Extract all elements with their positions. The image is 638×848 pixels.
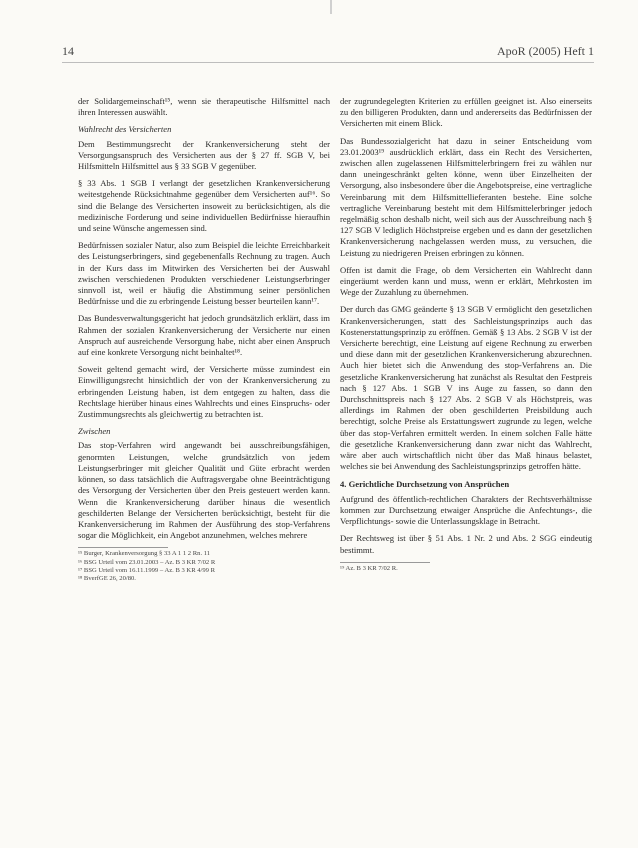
section-heading: Zwischen (78, 426, 111, 437)
paragraph: Der Rechtsweg ist über § 51 Abs. 1 Nr. 2 und Abs. 2 SGG eindeutig bestimmt. (340, 533, 592, 555)
footnote: ¹⁶ BSG Urteil vom 23.01.2003 – Az. B 3 KR 7/02 R (78, 558, 216, 566)
paragraph: Soweit geltend gemacht wird, der Versicherte müsse zumindest ein Einwilligungsrecht hinsichtlich der von der Krankenversicherung zu erbringenden Leistung haben, ist dem entgegen zu halten, dass die Rechtslage hierüber hinaus eines Wahlrechts und eines Einspruchs- oder Zustimmungsrechts als gleichwertig zu betrachten ist. (78, 364, 330, 420)
paragraph: Offen ist damit die Frage, ob dem Versicherten ein Wahlrecht dann eingeräumt werden kann und muss, wenn er erklärt, Mehrkosten im Wege der Zuzahlung zu übernehmen. (340, 264, 592, 298)
footnote: ¹⁹ Az. B 3 KR 7/02 R. (340, 564, 398, 572)
paragraph: § 33 Abs. 1 SGB I verlangt der gesetzlichen Krankenversicherung weitestgehende Rücksichtnahme gegenüber dem Versicherten auf¹⁶. So sind die Belange des Versicherten insoweit zu berücksichtigen, als die medizinische Forderung und seine individuellen Bedürfnisse hieraufhin und seine Wünsche angemessen sind. (78, 178, 330, 234)
section-heading: Wahlrecht des Versicherten (78, 124, 172, 135)
paragraph: der Solidargemeinschaft¹⁵, wenn sie therapeutische Hilfsmittel nach ihren Interessen auswählt. (78, 96, 330, 118)
paragraph: Das Bundessozialgericht hat dazu in seiner Entscheidung vom 23.01.2003¹⁹ ausdrücklich erklärt, dass ein Recht des Versicherten, zwischen allen zugelassenen Hilfsmittelerbringern frei zu wählen nur dann uneingeschränkt gelten könne, wenn über Einzelheiten der Versorgung, also insbesondere über die Angebotspreise, eine vertragliche Vereinbarung mit dem Hilfsmittellieferanten bestehe. Eine solche vertragliche Vereinbarung besteht mit dem Hilfsmittelerbringer jedoch regelmäßig schon deshalb nicht, weil sich aus der Ausschreibung nach § 127 SGB V lediglich Höchstpreise ergeben und es dann der gesetzlichen Krankenversicherung nachgelassen werden muss, zu versuchen, die Leistung zu niedrigeren Preisen erbringen zu können. (340, 135, 592, 258)
paragraph: Aufgrund des öffentlich-rechtlichen Charakters der Rechtsverhältnisse kommen zur Durchsetzung etwaiger Ansprüche die Anfechtungs-, die Verpflichtungs- sowie die Unterlassungsklage in Betracht. (340, 493, 592, 527)
paragraph: Das Bundesverwaltungsgericht hat jedoch grundsätzlich erklärt, dass im Rahmen der sozialen Krankenversicherung der Versicherte nur einen Anspruch auf ausreichende Versorgung habe, nicht aber einen Anspruch auf eine konkrete Versorgung nicht beinhaltet¹⁸. (78, 313, 330, 358)
left-column (78, 96, 330, 583)
footnote: ¹⁸ BverfGE 26, 20/80. (78, 574, 136, 582)
paragraph: Das stop-Verfahren wird angewandt bei ausschreibungsfähigen, genormten Leistungen, welche grundsätzlich von jedem Leistungserbringer mit gleicher Qualität und Güte erbracht werden können, so dass tatsächlich die Auftragsvergabe ohne Beeinträchtigung des Versorgung der Versicherten über den Preis gesteuert werden kann. Wenn die Krankenversicherung darüber hinaus die wesentlich geschilderten Belange der Versicherten berücksichtigt, besteht für die Krankenversicherung im Rahmen der Ausführung des stop-Verfahrens sogar die Möglichkeit, ein Angebot anzunehmen, welches mehrere (78, 440, 330, 541)
right-column (340, 96, 592, 573)
page-number: 14 (62, 44, 74, 58)
paragraph: Der durch das GMG geänderte § 13 SGB V ermöglicht den gesetzlichen Krankenversicherungen, statt des Sachleistungsprinzips auch das Kostenerstattungsprinzip zu eröffnen. Gemäß § 13 Abs. 2 SGB V ist der Versicherte berechtigt, eine Leistung auf eigene Rechnung zu erwerben und diese dann mit der gesetzlichen Krankenversicherung abzurechnen. Auch hier bietet sich die Anwendung des stop-Verfahrens an. Die gesetzliche Krankenversicherung hat zunächst als Resultat den Festpreis nach § 127 Abs. 1 SGB V ins Auge zu fassen, so dann den Durchschnittspreis nach § 127 Abs. 2 SGB V als Höchstpreis, was allerdings im Rahmen der oben geschilderten Preisbildung auch berechtigt, solche Preise als Erstattungswert zugrunde zu legen, welche über das stop-Verfahren ermittelt werden. In einem solchen Falle hätte die gesetzliche Krankenversicherung dann zwar nicht das Wahlrecht, wäre aber auch wirtschaftlich nicht über das Maß hinaus belastet, welches sie bei Anwendung des Sachleistungsprinzips getroffen hätte. (340, 304, 592, 472)
page-header (62, 44, 594, 59)
section-heading: 4. Gerichtliche Durchsetzung von Ansprüchen (340, 478, 510, 489)
paragraph: Bedürfnissen sozialer Natur, also zum Beispiel die leichte Erreichbarkeit des Leistungserbringers, sind gegebenenfalls Rechnung zu tragen. Auch in der Kurs dass im Mitwirken des Versicherten bei der Auswahl zwischen verschiedenen Produkten verschiedener Leistungserbringer sinnvoll ist, weil er häufig die Abstimmung seiner persönlichen Bedürfnisse und die zu erbringende Leistung besser beurteilen kann¹⁷. (78, 240, 330, 307)
footnote: ¹⁷ BSG Urteil vom 16.11.1999 – Az. B 3 KR 4/99 R (78, 566, 216, 574)
paragraph: der zugrundegelegten Kriterien zu erfüllen geeignet ist. Also einerseits zu den billigeren Produkten, dann und andererseits das Bedürfnissen der Versicherten mit einem Blick. (340, 96, 592, 129)
footnote: ¹⁵ Burger, Krankenversorgung § 33 A 1 1 2 Rn. 11 (78, 550, 211, 558)
paragraph: Dem Bestimmungsrecht der Krankenversicherung steht der Versorgungsanspruch des Versicherten aus der § 27 ff. SGB V, bei Hilfsmitteln Hilfsmittel aus § 33 SGB V gegenüber. (78, 138, 330, 172)
header-rule (62, 62, 594, 63)
scan-artifact (330, 0, 332, 14)
journal-reference: ApoR (2005) Heft 1 (497, 44, 594, 58)
